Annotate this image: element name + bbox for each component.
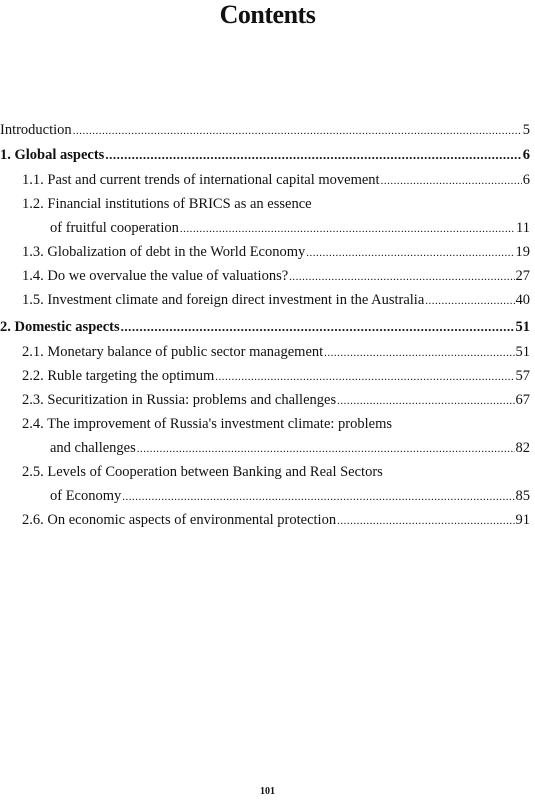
toc-entry-label: 2.1. Monetary balance of public sector management [22,344,324,360]
toc-entry-label: 2.5. Levels of Cooperation between Banking and Real Sectors [22,464,383,480]
toc-entry-label-continued: and challenges [50,440,136,456]
toc-dot-leader [324,341,514,365]
toc-page-number: 11 [516,220,530,236]
toc-entry-1-5[interactable] [0,288,530,312]
toc-entry-1-1[interactable] [0,168,530,192]
toc-dot-leader [121,314,515,340]
table-of-contents [0,118,530,532]
toc-entry-label: 2.4. The improvement of Russia's investment climate: problems [22,416,393,432]
toc-section-domestic-aspects[interactable] [0,314,530,340]
toc-entry-label: 2.2. Ruble targeting the optimum [22,368,215,384]
toc-entry-label: Introduction [0,122,72,138]
toc-entry-2-2[interactable] [0,364,530,388]
page-title: Contents [219,0,316,29]
toc-dot-leader [337,509,514,533]
toc-dot-leader [381,169,522,193]
toc-entry-label: 1.3. Globalization of debt in the World Economy [22,244,306,260]
toc-section-global-aspects[interactable] [0,142,530,168]
toc-dot-leader [180,217,515,241]
toc-dot-leader [306,241,514,265]
toc-entry-1-3[interactable] [0,240,530,264]
toc-page-number: 82 [515,440,530,456]
toc-page-number: 5 [522,122,530,138]
toc-entry-2-4-line1[interactable] [0,412,530,436]
toc-page-number: 27 [515,268,530,284]
toc-entry-2-6[interactable] [0,508,530,532]
toc-entry-label: 2.3. Securitization in Russia: problems and challenges [22,392,337,408]
toc-entry-introduction[interactable] [0,118,530,142]
toc-entry-2-5-line2[interactable] [0,484,530,508]
toc-entry-label-continued: of fruitful cooperation [50,220,179,236]
toc-section-label: 1. Global aspects [0,147,105,163]
toc-entry-2-4-line2[interactable] [0,436,530,460]
toc-dot-leader [122,485,514,509]
toc-dot-leader [337,389,514,413]
toc-entry-label-continued: of Economy [50,488,122,504]
toc-entry-label: 1.5. Investment climate and foreign direct investment in the Australia [22,292,425,308]
toc-page-number: 57 [515,368,530,384]
toc-page-number: 6 [522,147,530,163]
toc-entry-label: 1.1. Past and current trends of international capital movement [22,172,380,188]
toc-dot-leader [425,289,514,313]
toc-page-number: 40 [515,292,530,308]
toc-page-number: 91 [515,512,530,528]
toc-page-number: 67 [515,392,530,408]
toc-dot-leader [105,142,521,168]
toc-entry-label: 2.6. On economic aspects of environmental protection [22,512,337,528]
toc-page-number: 6 [522,172,530,188]
toc-page-number: 85 [515,488,530,504]
toc-page-number: 19 [515,244,530,260]
toc-entry-label: 1.4. Do we overvalue the value of valuations? [22,268,289,284]
toc-dot-leader [289,265,514,289]
toc-entry-2-3[interactable] [0,388,530,412]
toc-entry-2-5-line1[interactable] [0,460,530,484]
toc-dot-leader [73,119,522,143]
toc-entry-1-4[interactable] [0,264,530,288]
toc-page-number: 51 [515,344,530,360]
toc-entry-1-2-line1[interactable] [0,192,530,216]
toc-entry-label: 1.2. Financial institutions of BRICS as an essence [22,196,312,212]
toc-page-number: 51 [515,319,530,335]
toc-dot-leader [215,365,514,389]
toc-entry-1-2-line2[interactable] [0,216,530,240]
footer-page-number: 101 [260,786,275,797]
toc-section-label: 2. Domestic aspects [0,319,120,335]
toc-dot-leader [137,437,515,461]
toc-entry-2-1[interactable] [0,340,530,364]
